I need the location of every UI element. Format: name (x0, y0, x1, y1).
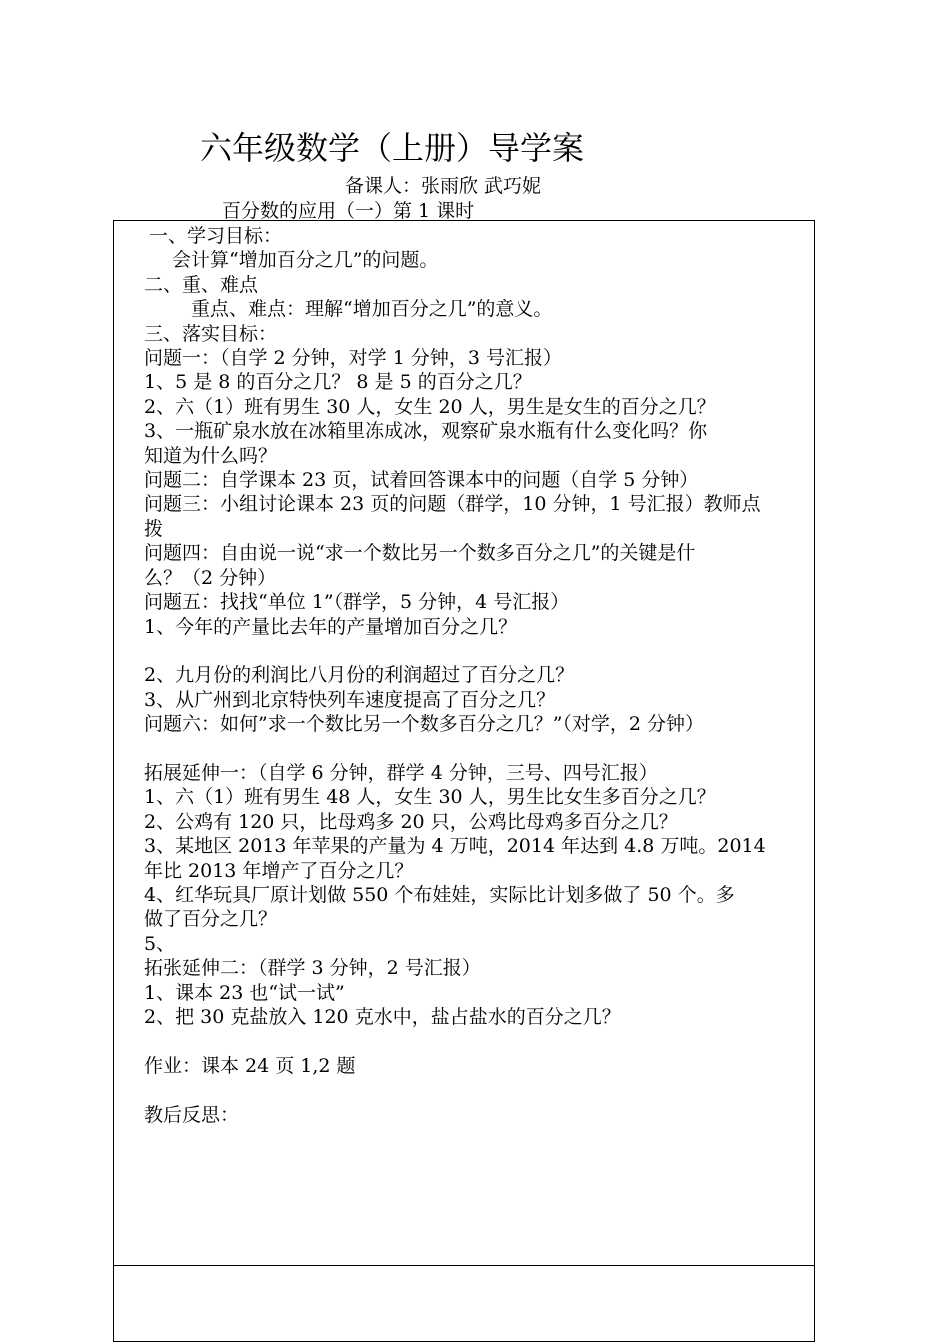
extension-1-item-3-cont: 年比 2013 年增产了百分之几？ (144, 859, 414, 882)
question-1-item-3: 3、一瓶矿泉水放在冰箱里冻成冰，观察矿泉水瓶有什么变化吗？你 (144, 420, 708, 443)
question-5-item-2: 2、九月份的利润比八月份的利润超过了百分之几？ (144, 664, 575, 687)
key-points-text: 重点、难点：理解“增加百分之几”的意义。 (191, 298, 553, 321)
extension-1-item-2: 2、公鸡有 120 只，比母鸡多 20 只，公鸡比母鸡多百分之几？ (144, 810, 678, 833)
extension-2-item-2: 2、把 30 克盐放入 120 克水中，盐占盐水的百分之几？ (144, 1005, 621, 1028)
objective-text: 会计算“增加百分之几”的问题。 (172, 249, 439, 272)
blank-line (144, 1078, 808, 1102)
extension-1-item-1: 1、六（1）班有男生 48 人，女生 30 人，男生比女生多百分之几？ (144, 786, 716, 809)
question-5-item-3: 3、从广州到北京特快列车速度提高了百分之几？ (144, 688, 556, 711)
question-1-item-1: 1、5 是 8 的百分之几？ 8 是 5 的百分之几？ (144, 371, 532, 394)
question-6-heading: 问题六：如何”求一个数比另一个数多百分之几？”（对学，2 分钟） (144, 713, 705, 736)
question-3-heading: 问题三：小组讨论课本 23 页的问题（群学，10 分钟，1 号汇报）教师点 (144, 493, 761, 516)
extension-2-item-1: 1、课本 23 也“试一试” (144, 981, 345, 1004)
lesson-line: 百分数的应用（一）第 1 课时 (222, 200, 475, 222)
section-heading-targets: 三、落实目标： (144, 322, 278, 345)
extension-1-item-4-cont: 做了百分之几？ (144, 908, 278, 931)
question-2-heading: 问题二：自学课本 23 页，试着回答课本中的问题（自学 5 分钟） (144, 469, 699, 492)
section-heading-key-points: 二、重、难点 (144, 273, 259, 296)
homework-line: 作业：课本 24 页 1,2 题 (144, 1054, 356, 1077)
question-1-item-2: 2、六（1）班有男生 30 人，女生 20 人，男生是女生的百分之几？ (144, 395, 716, 418)
extension-1-item-3: 3、某地区 2013 年苹果的产量为 4 万吨，2014 年达到 4.8 万吨。2014 (144, 835, 766, 858)
table-row-divider (113, 1265, 815, 1266)
question-5-heading: 问题五：找找“单位 1”（群学，5 分钟，4 号汇报） (144, 591, 570, 614)
section-heading-objectives: 一、学习目标： (149, 225, 283, 247)
extension-2-heading: 拓张延伸二：（群学 3 分钟，2 号汇报） (144, 957, 481, 980)
document-title: 六年级数学（上册）导学案 (200, 129, 585, 167)
question-1-item-3-cont: 知道为什么吗？ (144, 444, 278, 467)
preparer-line: 备课人：张雨欣 武巧妮 (345, 175, 542, 197)
extension-1-heading: 拓展延伸一：（自学 6 分钟，群学 4 分钟，三号、四号汇报） (144, 761, 658, 784)
question-1-heading: 问题一：（自学 2 分钟，对学 1 分钟，3 号汇报） (144, 347, 562, 370)
extension-1-item-4: 4、红华玩具厂原计划做 550 个布娃娃，实际比计划多做了 50 个。多 (144, 883, 735, 906)
blank-line (144, 737, 808, 761)
question-4-heading-cont: 么？（2 分钟） (144, 566, 277, 589)
extension-1-item-5: 5、 (144, 932, 176, 955)
question-4-heading: 问题四：自由说一说“求一个数比另一个数多百分之几”的关键是什 (144, 542, 696, 565)
lesson-content (144, 224, 808, 1127)
question-3-heading-cont: 拨 (144, 517, 164, 540)
blank-line (144, 639, 808, 663)
question-5-item-1: 1、今年的产量比去年的产量增加百分之几？ (144, 615, 518, 638)
reflection-line: 教后反思： (144, 1103, 240, 1126)
blank-line (144, 1029, 808, 1053)
